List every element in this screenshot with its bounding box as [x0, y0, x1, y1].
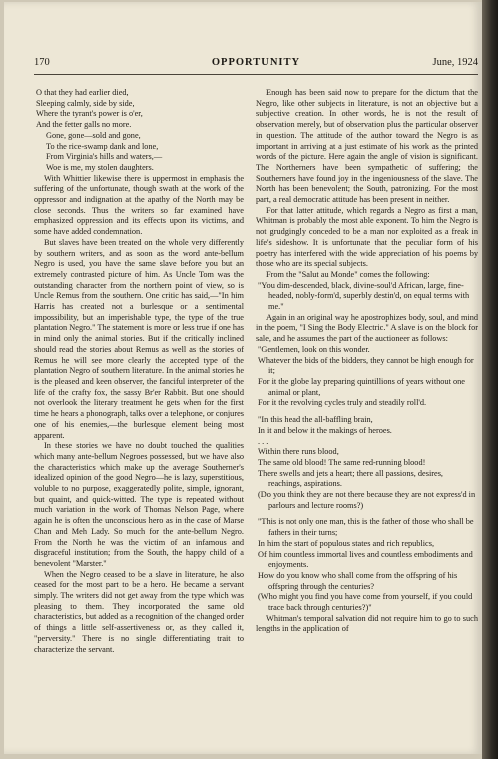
verse-line: Sleeping calmly, side by side,	[36, 98, 135, 108]
poem-quote	[256, 517, 478, 613]
verse-line: Of him countless immortal lives and countless embodiments and enjoyments.	[258, 549, 473, 570]
paragraph: Whitman's temporal salvation did not require him to go to such lengths in the application of	[256, 613, 478, 634]
verse-line: To the rice-swamp dank and lone,	[46, 141, 159, 151]
paragraph: With Whittier likewise there is uppermost in emphasis the suffering of the unfortunate, though swath at the work of the oppressor and indignation at the apathy of the North may be close seconds. Thus the writers so far examined have emphasized oppression and its effects upon its victims, and some have added condemnation.	[34, 173, 244, 237]
verse-line: In him the start of populous states and rich republics,	[258, 538, 435, 548]
verse-line: Within there runs blood,	[258, 447, 339, 457]
left-column	[34, 88, 244, 655]
verse-line: The same old blood! The same red-running blood!	[258, 457, 426, 467]
page-number: 170	[34, 57, 50, 68]
book-spine-edge	[482, 0, 498, 759]
verse-line: There swells and jets a heart; there all passions, desires, reachings, aspirations.	[258, 468, 444, 489]
verse-line: For it the revolving cycles truly and steadily roll'd.	[258, 398, 427, 408]
paragraph: When the Negro ceased to be a slave in literature, he also ceased for the most part to be a hero. He became a servant simply. The writers did not get away from the type which was pleasing to them. They incorporated the same old characteristics, but added as a recognition of the changed order of things a little self-assertiveness or, as they called it, "perversity." There is no single differentiating trait to characterize the servant.	[34, 569, 244, 654]
verse-line: O that they had earlier died,	[36, 88, 129, 97]
verse-line: (Who might you find you have come from yourself, if you could trace back through centuries?)"	[258, 592, 473, 613]
verse-line: "In this head the all-baffling brain,	[258, 415, 373, 425]
paragraph: In these stories we have no doubt touched the qualities which many ante-bellum Negroes possessed, but we have also the characteristics which make up the average Southerner's idealized opinion of the good Negro—he is lazy, superstitious, voluble to no purpose, exaggeratedly polite, simple, ignorant, but quaint, and quick-witted. The type is repeated without much variation in the work of Thomas Nelson Page, where again he is often the unconscious hero as in the case of Marse Chan and Meh Lady. So much for the ante-bellum Negro. From the North he was the victim of an infamous and disgraceful institution; from the South, the happy child of a benevolent "Marster."	[34, 441, 244, 568]
verse-line: (Do you think they are not there because they are not express'd in parlours and lecture rooms?)	[258, 490, 476, 510]
verse-line: Woe is me, my stolen daughters.	[46, 162, 154, 172]
poem-quote	[34, 88, 244, 174]
issue-date: June, 1924	[432, 57, 478, 68]
book-page	[4, 2, 482, 754]
verse-line: "This is not only one man, this is the father of those who shall be fathers in their turns;	[258, 517, 474, 538]
poem-quote	[256, 415, 478, 511]
verse-line: Where the tyrant's power is o'er,	[36, 109, 143, 119]
verse-line: In it and below it the makings of heroes.	[258, 425, 392, 435]
paragraph: For that latter attitude, which regards a Negro as first a man, Whitman is probably the most able exponent. To him the Negro is not grudgingly conceded to be a man nor exploited as a freak in life's sideshow. It is unfortunate that the peculiar form of his poetry has interfered with the wide appreciation of his poems by those who are its special subjects.	[256, 205, 478, 269]
right-column	[256, 88, 478, 635]
running-header	[34, 54, 478, 75]
verse-line: From Virginia's hills and waters,—	[46, 152, 163, 162]
poem-quote	[256, 345, 478, 409]
verse-line: Whatever the bids of the bidders, they cannot be high enough for it;	[258, 355, 474, 376]
verse-line: . . .	[258, 436, 269, 446]
paragraph: Enough has been said now to prepare for the dictum that the Negro, like other subjects in literature, is not an objective but a subjective creation. In other words, he is not the result of observation merely, but of observation plus the particular observer in question. The attitude of the author toward the Negro is as important in arriving at a just estimate of his work as the printed words of the picture. Here again the angle of vision is significant. The Northerners have been sympathetic of suffering; the Southerners have found joy in the ingeniousness of the slave. The North has been benevolent; the South, patronizing. For the most part, a real democratic attitude has been present in neither.	[256, 88, 478, 205]
poem-quote	[256, 281, 478, 313]
verse-line: Gone, gone—sold and gone,	[46, 130, 141, 140]
verse-line: How do you know who shall come from the offspring of his offspring through the centuries?	[258, 570, 458, 591]
magazine-title: OPPORTUNITY	[211, 57, 301, 68]
paragraph: From the "Salut au Monde" comes the following:	[266, 269, 430, 279]
verse-line: "You dim-descended, black, divine-soul'd African, large, fine-headed, nobly-form'd, superbly destin'd, on equal terms with me."	[258, 280, 470, 312]
paragraph: Again in an original way he apostrophizes body, soul, and mind in the poem, "I Sing the Body Electric." A slave is on the block for sale, and he assumes the part of the auctioneer as follows:	[256, 312, 478, 344]
verse-line: "Gentlemen, look on this wonder.	[258, 344, 370, 354]
paragraph: But slaves have been treated on the whole very differently by southern writers, and as soon as the word ante-bellum Negro is used, you have the same slave before you but an extremely contrasted picture of him. As Uncle Tom was the outstanding character from the northern point of view, so is Uncle Remus from the southern. One critic has said,—"In him Harris has created not a burlesque or a sentimental impossibility, but an imperishable type, the type of the true plantation Negro." The statement is more or less true if one has in mind only the animal stories. But if the critically inclined should read the stories about Remus as well as the stories of Remus he will see more clearly the accepted type of the plantation Negro of southern literature. In the animal stories he is the pleased and keen observer, the fanciful interpreter of the life of the crafty fox, the sassy Br'er Rabbit. But one should not overlook the literary treatment he gets when for the first time he hears a phonograph, talks over a telephone, or conjures one of his enemies,—the burlesque element being most apparent.	[34, 237, 244, 440]
verse-line: And the fetter galls no more.	[36, 120, 132, 130]
verse-line: For it the globe lay preparing quintillions of years without one animal or plant,	[258, 376, 465, 397]
